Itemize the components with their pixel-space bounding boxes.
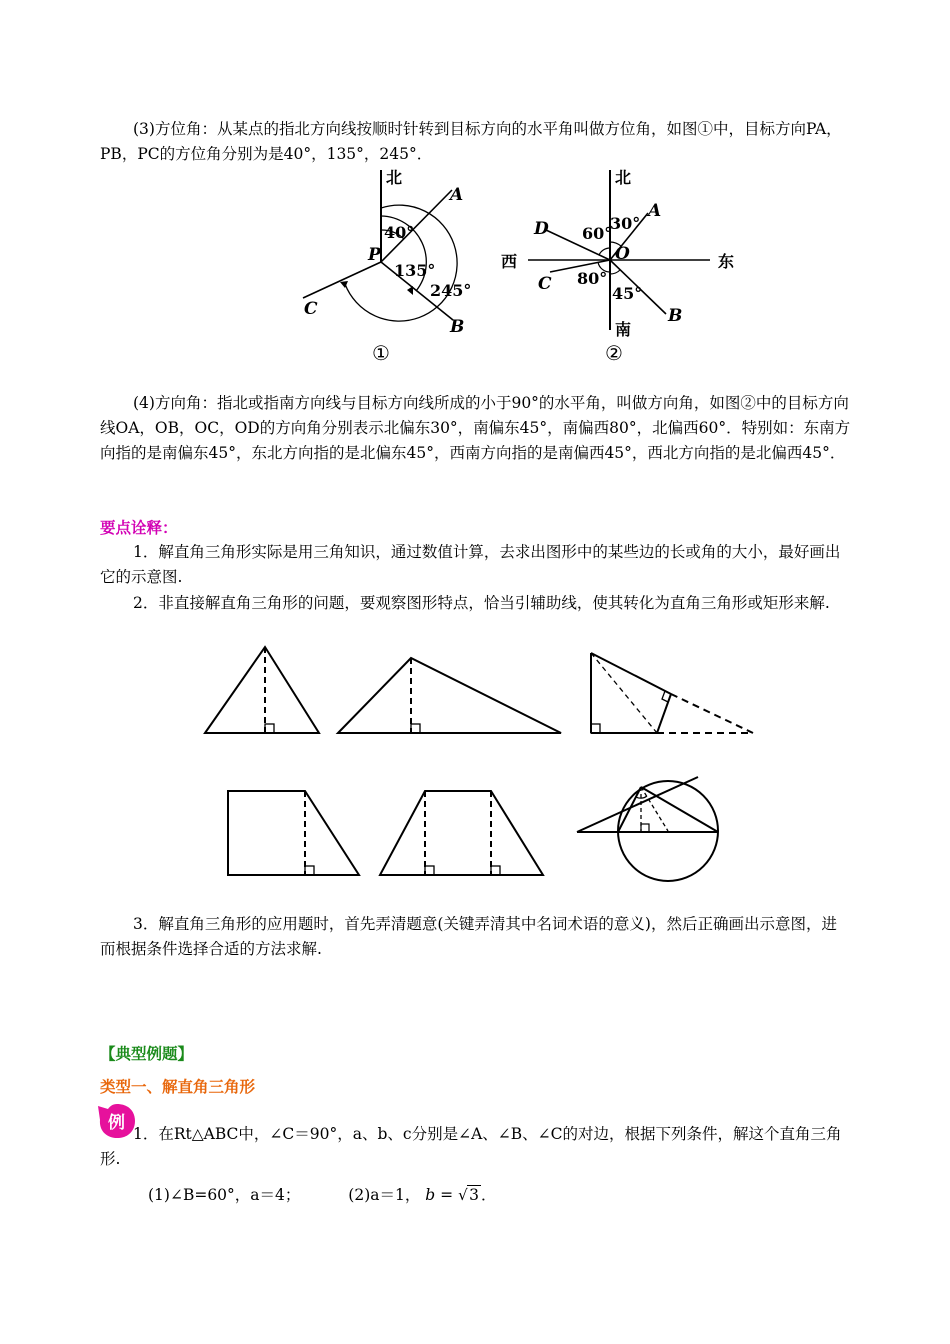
- key-point-3: 3．解直角三角形的应用题时，首先弄清题意(关键弄清其中名词术语的意义)，然后正确画出示意图，进而根据条件选择合适的方法求解.: [100, 915, 837, 958]
- fig1-caption: ①: [372, 341, 390, 365]
- fig2-point-a: A: [648, 201, 662, 221]
- fig2-point-o: O: [615, 244, 630, 264]
- condition-2-end: ．: [480, 1186, 497, 1204]
- fig2-angle-30: 30°: [610, 214, 641, 233]
- example-1-question: 1．在Rt△ABC中，∠C＝90°，a、b、c分别是∠A、∠B、∠C的对边，根据下列条件，解这个直角三角形.: [100, 1125, 842, 1168]
- fig1-angle-135: 135°: [394, 261, 436, 280]
- fig1-north-label: 北: [386, 168, 403, 187]
- examples-heading: 【典型例题】: [100, 1045, 194, 1063]
- fig2-south-label: 南: [615, 320, 632, 339]
- condition-2-variable: b: [425, 1186, 436, 1204]
- fig1-angle-245: 245°: [430, 281, 472, 300]
- sqrt-radicand: 3: [469, 1186, 479, 1204]
- diagram-isosceles-triangle: [205, 647, 319, 733]
- condition-2-equals: =: [435, 1186, 459, 1204]
- sqrt-symbol: √ 3: [458, 1186, 479, 1204]
- auxiliary-line-diagrams: [195, 640, 765, 895]
- fig1-point-a: A: [450, 185, 464, 205]
- key-points-heading: 要点诠释：: [100, 519, 178, 537]
- fig2-point-b: B: [668, 306, 683, 326]
- diagram-right-triangle-extension: [591, 653, 753, 733]
- fig2-angle-60: 60°: [582, 224, 613, 243]
- condition-1: (1)∠B=60°，a＝4；: [148, 1186, 301, 1204]
- paragraph-direction-angle: (4)方向角：指北或指南方向线与目标方向线所成的小于90°的水平角，叫做方向角，如图②中的目标方向线OA，OB，OC，OD的方向角分别表示北偏东30°，南偏东45°，南偏西80°，北偏西60°．特别如：东南方向指的是南偏东45°，东北方向指的是北偏东45°，西南方向指的是南偏西45°，西北方向指的是北偏西45°．: [100, 394, 851, 462]
- example-1-conditions: [148, 1183, 648, 1208]
- fig2-east-label: 东: [718, 252, 735, 271]
- fig2-west-label: 西: [501, 252, 518, 271]
- fig2-caption: ②: [605, 341, 623, 365]
- diagram-isosceles-trapezoid: [380, 791, 543, 875]
- fig2-angle-80: 80°: [577, 269, 608, 288]
- condition-2-prefix: (2)a＝1，: [348, 1186, 421, 1204]
- diagram-circle-tangent: [577, 777, 718, 881]
- fig2-point-c: C: [538, 274, 552, 294]
- fig2-point-d: D: [534, 219, 549, 239]
- paragraph-bearing-angle: (3)方位角：从某点的指北方向线按顺时针转到目标方向的水平角叫做方位角，如图①中，目标方向PA，PB，PC的方位角分别为是40°，135°，245°．: [100, 120, 842, 163]
- fig2-north-label: 北: [615, 168, 632, 187]
- diagram-right-trapezoid: [228, 791, 359, 875]
- fig2-angle-45: 45°: [612, 284, 643, 303]
- fig1-point-b: B: [450, 317, 465, 337]
- fig1-angle-40: 40°: [384, 223, 415, 242]
- type1-heading: 类型一、解直角三角形: [100, 1078, 256, 1096]
- figure-bearing-angle: [290, 168, 480, 368]
- example-badge-label: 例: [108, 1113, 125, 1133]
- fig1-point-p: P: [368, 245, 381, 265]
- fig1-point-c: C: [304, 299, 318, 319]
- figure-direction-angle: [498, 168, 748, 368]
- key-point-2: 2．非直接解直角三角形的问题，要观察图形特点，恰当引辅助线，使其转化为直角三角形或矩形来解.: [133, 594, 830, 612]
- key-point-1: 1．解直角三角形实际是用三角知识，通过数值计算，去求出图形中的某些边的长或角的大小，最好画出它的示意图.: [100, 543, 841, 586]
- diagram-scalene-triangle: [338, 658, 561, 733]
